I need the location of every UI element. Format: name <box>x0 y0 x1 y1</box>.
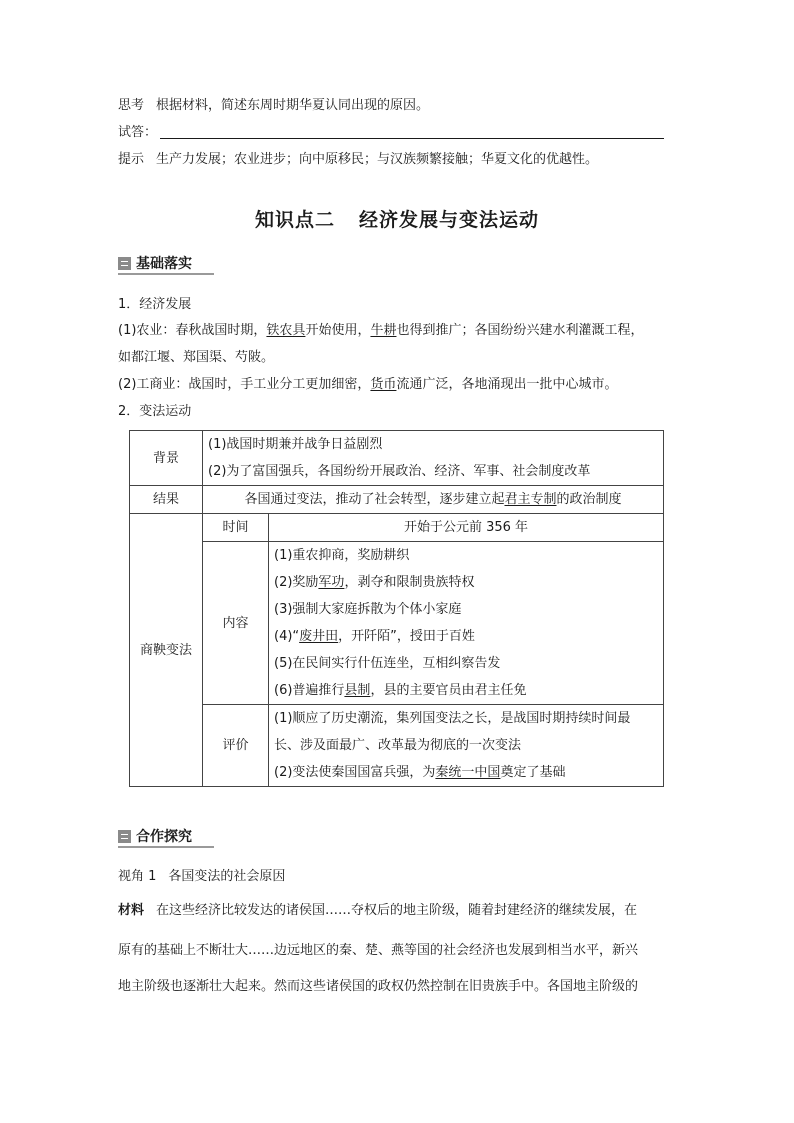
table-row <box>130 486 664 514</box>
basics-badge-label: 基础落实 <box>136 256 192 272</box>
bg-cell <box>203 431 664 486</box>
content-2-b: ，剥夺和限制贵族特权 <box>344 575 475 590</box>
eval-item-1a: (1)顺应了历史潮流，集列国变法之长，是战国时期持续时间最 <box>274 711 631 726</box>
content-item-2 <box>274 569 658 596</box>
agri-term-tools: 铁农具 <box>266 323 306 338</box>
content-6-a: (6)普遍推行 <box>274 683 345 698</box>
commerce-line <box>118 376 617 394</box>
shang-label: 商鞅变法 <box>130 514 203 787</box>
content-item-3: (3)强制大家庭拆散为个体小家庭 <box>274 602 462 617</box>
content-item-6 <box>274 677 658 704</box>
coop-badge-rule <box>118 846 214 848</box>
econ-heading: 1．经济发展 <box>118 297 192 312</box>
agri-line <box>118 322 643 340</box>
content-label: 内容 <box>203 542 269 705</box>
angle-label: 视角 1 <box>118 869 157 884</box>
hint-line <box>118 151 598 169</box>
result-text-b: 的政治制度 <box>556 492 622 507</box>
content-item-1: (1)重农抑商，奖励耕织 <box>274 548 410 563</box>
eval-label: 评价 <box>203 705 269 787</box>
material-text-1: 在这些经济比较发达的诸侯国……夺权后的地主阶级，随着封建经济的继续发展，在 <box>156 903 638 918</box>
section-title-part2: 经济发展与变法运动 <box>359 209 540 231</box>
table-row <box>130 705 664 787</box>
result-label: 结果 <box>130 486 203 514</box>
list-icon <box>118 257 131 270</box>
time-value: 开始于公元前 356 年 <box>269 514 664 542</box>
content-4-b: ，开阡陌”，授田于百姓 <box>338 629 475 644</box>
content-item-5: (5)在民间实行什伍连坐，互相纠察告发 <box>274 656 501 671</box>
content-6-term: 县制 <box>344 683 371 698</box>
hint-text: 生产力发展；农业进步；向中原移民；与汉族频繁接触；华夏文化的优越性。 <box>156 152 599 167</box>
think-text: 根据材料，简述东周时期华夏认同出现的原因。 <box>156 98 430 113</box>
content-4-term: 废井田 <box>299 629 339 644</box>
content-2-term: 军功 <box>318 575 345 590</box>
reform-table <box>129 430 664 787</box>
agri-text-c: 也得到推广；各国纷纷兴建水利灌溉工程， <box>396 323 644 338</box>
content-4-a: (4)“ <box>274 629 300 644</box>
trial-line <box>118 124 157 142</box>
angle-text: 各国变法的社会原因 <box>168 869 286 884</box>
section-title-part1: 知识点二 <box>254 209 335 231</box>
result-text-a: 各国通过变法，推动了社会转型，逐步建立起 <box>244 492 505 507</box>
eval-cell <box>269 705 664 787</box>
agri-term-ox: 牛耕 <box>370 323 397 338</box>
bg-label: 背景 <box>130 431 203 486</box>
comm-text-b: 流通广泛，各地涌现出一批中心城市。 <box>396 377 618 392</box>
table-row <box>130 542 664 705</box>
bg-item-1: (1)战国时期兼并战争日益剧烈 <box>208 437 383 452</box>
answer-blank[interactable] <box>160 138 664 139</box>
coop-badge-label: 合作探究 <box>136 829 192 845</box>
think-label: 思考 <box>118 98 145 113</box>
content-2-a: (2)奖励 <box>274 575 319 590</box>
result-cell <box>203 486 664 514</box>
eval-2-a: (2)变法使秦国国富兵强，为 <box>274 765 436 780</box>
agri-text-a: (1)农业：春秋战国时期， <box>118 323 267 338</box>
basics-badge <box>118 253 192 273</box>
table-row <box>130 431 664 486</box>
eval-2-b: 奠定了基础 <box>500 765 566 780</box>
result-term: 君主专制 <box>504 492 557 507</box>
eval-item-2 <box>274 759 658 786</box>
time-label: 时间 <box>203 514 269 542</box>
comm-term-currency: 货币 <box>370 377 397 392</box>
section-title <box>0 205 794 232</box>
agri-text-b: 开始使用， <box>305 323 371 338</box>
basics-badge-rule <box>118 273 214 275</box>
content-cell <box>269 542 664 705</box>
material-line-1 <box>118 899 678 918</box>
comm-text-a: (2)工商业：战国时，手工业分工更加细密， <box>118 377 371 392</box>
eval-item-1b: 长、涉及面最广、改革最为彻底的一次变法 <box>274 738 522 753</box>
eval-2-term: 秦统一中国 <box>435 765 501 780</box>
angle-line <box>118 868 285 886</box>
reform-heading: 2．变法运动 <box>118 404 192 419</box>
hint-label: 提示 <box>118 152 145 167</box>
material-line-3: 地主阶级也逐渐壮大起来。然而这些诸侯国的政权仍然控制在旧贵族手中。各国地主阶级的 <box>118 979 639 994</box>
bg-item-2: (2)为了富国强兵，各国纷纷开展政治、经济、军事、社会制度改革 <box>208 464 591 479</box>
content-item-4 <box>274 623 658 650</box>
coop-badge <box>118 826 192 846</box>
content-6-b: ，县的主要官员由君主任免 <box>370 683 527 698</box>
trial-label: 试答： <box>118 125 158 140</box>
list-icon <box>118 830 131 843</box>
material-label: 材料 <box>118 903 145 918</box>
think-line <box>118 97 429 115</box>
table-row <box>130 514 664 542</box>
agri-line-2: 如都江堰、郑国渠、芍陂。 <box>118 350 275 365</box>
material-line-2: 原有的基础上不断壮大……边远地区的秦、楚、燕等国的社会经济也发展到相当水平，新兴 <box>118 943 639 958</box>
